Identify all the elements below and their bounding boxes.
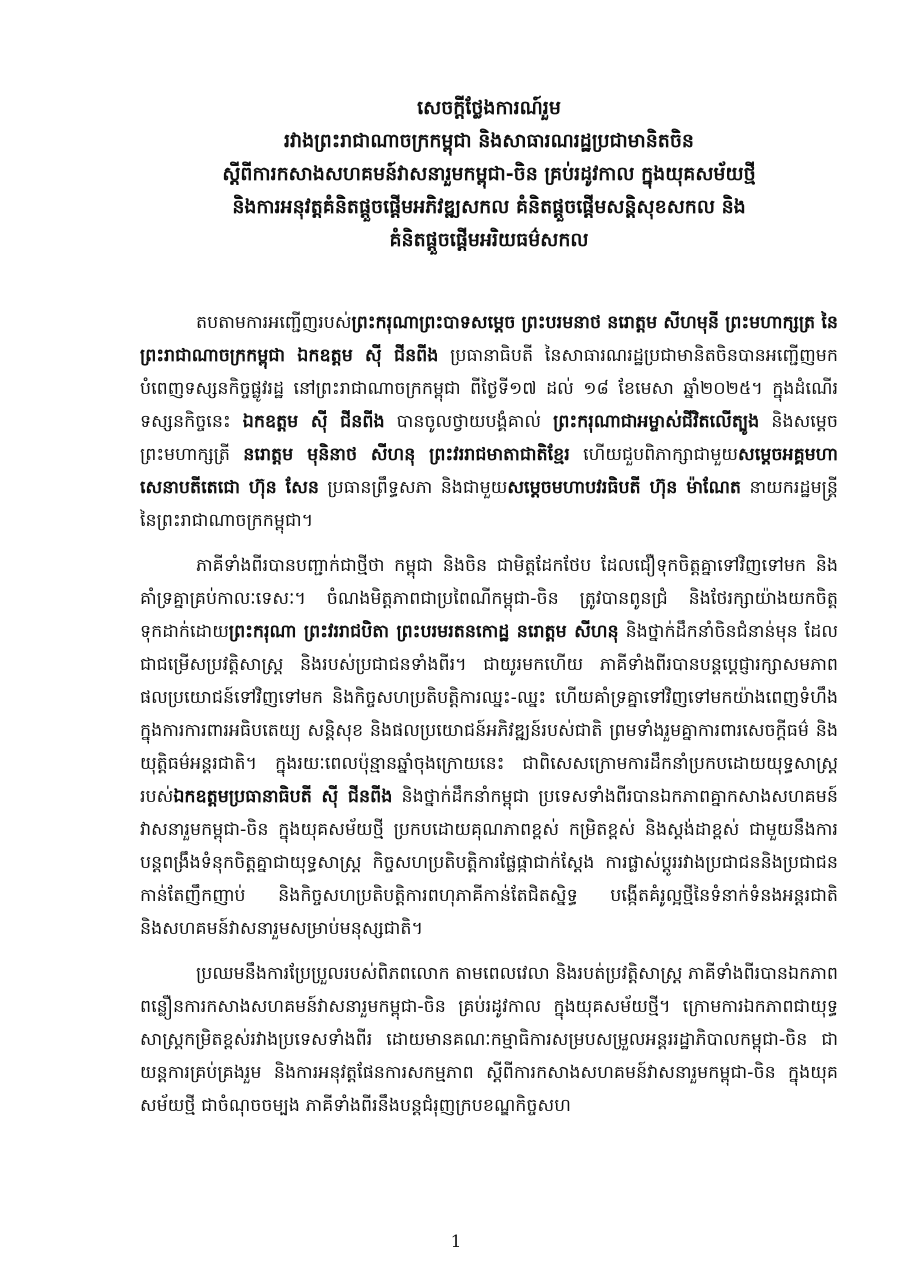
text-run: តបតាមការអញ្ជើញរបស់: [196, 313, 352, 333]
text-run: និងថ្នាក់ដឹកនាំកម្ពុជា ប្រទេសទាំងពីរបានឯកភាពគ្នាកសាងសហគមន៍វាសនារួមកម្ពុជា-ចិន ក្នុងយុគសម័យថ្មី ប្រកបដោយគុណភាពខ្ពស់ កម្រិតខ្ពស់ និងស្តង់ដាខ្ពស់ ជាមួយនឹងការបន្តពង្រឹងទំនុកចិត្តគ្នាជាយុទ្ធសាស្រ្ត កិច្ចសហប្រតិបត្តិការផ្លែផ្កាជាក់ស្តែង ការផ្លាស់ប្តូររវាងប្រជាជននិងប្រជាជនកាន់តែញឹកញាប់ និងកិច្ចសហប្រតិបត្តិការពហុភាគីកាន់តែជិតស្និទ្ធ បង្កើតគំរូល្អថ្មីនៃទំនាក់ទំនងអន្តរជាតិ និងសហគមន៍វាសនារួមសម្រាប់មនុស្សជាតិ។: [140, 787, 838, 939]
text-run: និងថ្នាក់ដឹកនាំចិនជំនាន់មុន ដែលជាជម្រើសប្រវត្តិសាស្រ្ត និងរបស់ប្រជាជនទាំងពីរ។ ជាយូរមកហើយ ភាគីទាំងពីរបានបន្តប្តេជ្ញារក្សាសមភាព ផលប្រយោជន៍ទៅវិញទៅមក និងកិច្ចសហប្រតិបត្តិការឈ្នះ-ឈ្នះ ហើយគាំទ្រគ្នាទៅវិញទៅមកយ៉ាងពេញទំហឹង ក្នុងការការពារអធិបតេយ្យ សន្តិសុខ និងផលប្រយោជន៍អភិវឌ្ឍន៍របស់ជាតិ ព្រមទាំងរួមគ្នាការពារសេចក្តីធម៌ និងយុត្តិធម៌អន្តរជាតិ។ ក្នុងរយៈពេលប៉ុន្មានឆ្នាំចុងក្រោយនេះ ជាពិសេសក្រោមការដឹកនាំប្រកបដោយយុទ្ធសាស្រ្តរបស់: [140, 622, 838, 807]
document-title: [130, 92, 848, 257]
text-run: បានចូលថ្វាយបង្គំគាល់: [384, 412, 554, 432]
bold-run: ឯកឧត្តមប្រធានាធិបតី ស៊ី ជីនពីង: [173, 787, 393, 807]
page-number: 1: [450, 1232, 462, 1252]
bold-run: នរោត្តម មុនិនាថ សីហនុ ព្រះវររាជមាតាជាតិខ្មែរ: [243, 445, 570, 465]
text-run: ភាគីទាំងពីរបានបញ្ជាក់ជាថ្មីថា កម្ពុជា និងចិន ជាមិត្តដែកថែប ដែលជឿទុកចិត្តគ្នាទៅវិញទៅមក និងគាំទ្រគ្នាគ្រប់កាលៈទេសៈ។ ចំណងមិត្តភាពជាប្រពៃណីកម្ពុជា-ចិន ត្រូវបានពូនជ្រំ និងថែរក្សាយ៉ាងយកចិត្តទុកដាក់ដោយ: [140, 556, 838, 642]
title-line: និងការអនុវត្តគំនិតផ្តួចផ្តើមអភិវឌ្ឍសកល គំនិតផ្តួចផ្តើមសន្តិសុខសកល និង: [232, 196, 746, 218]
bold-run: ព្រះករុណាជាអម្ចាស់ជីវិតលើត្បូង: [553, 412, 760, 432]
text-run: ប្រឈមនឹងការប្រែប្រួលរបស់ពិភពលោក តាមពេលវេលា និងរបត់ប្រវត្តិសាស្រ្ត ភាគីទាំងពីរបានឯកភាពពន្លឿនការកសាងសហគមន៍វាសនារួមកម្ពុជា-ចិន គ្រប់រដូវកាល ក្នុងយុគសម័យថ្មី។ ក្រោមការឯកភាពជាយុទ្ធសាស្រ្តកម្រិតខ្ពស់រវាងប្រទេសទាំងពីរ ដោយមានគណៈកម្មាធិការសម្របសម្រួលអន្តររដ្ឋាភិបាលកម្ពុជា-ចិន ជាយន្តការគ្រប់គ្រងរួម និងការអនុវត្តផែនការសកម្មភាព ស្តីពីការកសាងសហគមន៍វាសនារួមកម្ពុជា-ចិន ក្នុងយុគសម័យថ្មី ជាចំណុចចម្បង ភាគីទាំងពីរនឹងបន្តជំរុញក្របខណ្ឌកិច្ចសហ: [140, 964, 838, 1116]
title-line: គំនិតផ្តួចផ្តើមអរិយធម៌សកល: [389, 229, 589, 251]
bold-run: ព្រះករុណាព្រះបាទសម្តេច ព្រះបរមនាថ នរោត្តម សីហមុនី ព្រះមហាក្សត្រ នៃព្រះរាជាណាចក្រកម្ពុជា ឯកឧត្តម ស៊ី ជីនពីង: [140, 313, 838, 366]
paragraph-2: [140, 550, 838, 946]
bold-run: ព្រះករុណា ព្រះវររាជបិតា ព្រះបរមរតនកោដ្ឋ នរោត្តម សីហនុ: [228, 622, 619, 642]
paragraph-3: [140, 958, 838, 1123]
text-run: ហើយជួបពិភាក្សាជាមួយ: [569, 445, 739, 465]
text-run: ប្រធានព្រឹទ្ធសភា និងជាមួយ: [319, 478, 508, 498]
bold-run: សម្តេចមហាបវរធិបតី ហ៊ុន ម៉ាណែត: [507, 478, 742, 498]
title-line: សេចក្តីថ្លែងការណ៍រួម: [417, 97, 561, 119]
text-run: និងសម្តេចព្រះមហាក្សត្រី: [140, 412, 839, 465]
paragraph-1: [140, 307, 838, 538]
title-line: ស្តីពីការកសាងសហគមន៍វាសនារួមកម្ពុជា-ចិន គ្រប់រដូវកាល ក្នុងយុគសម័យថ្មី: [222, 163, 756, 185]
text-run: នាយករដ្ឋមន្ត្រី នៃព្រះរាជាណាចក្រកម្ពុជា។: [140, 478, 839, 531]
bold-run: ឯកឧត្តម ស៊ី ជីនពីង: [242, 412, 385, 432]
bold-run: សម្តេចអគ្គមហាសេនាបតីតេជោ ហ៊ុន សែន: [140, 445, 839, 498]
text-run: ប្រធានាធិបតី នៃសាធារណរដ្ឋប្រជាមានិតចិនបានអញ្ជើញមកបំពេញទស្សនកិច្ចផ្លូវរដ្ឋ នៅព្រះរាជាណាចក្រកម្ពុជា ពីថ្ងៃទី១៧ ដល់ ១៨ ខែមេសា ឆ្នាំ២០២៥។ ក្នុងដំណើរទស្សនកិច្ចនេះ: [140, 346, 838, 432]
title-line: រវាងព្រះរាជាណាចក្រកម្ពុជា និងសាធារណរដ្ឋប្រជាមានិតចិន: [284, 130, 694, 152]
